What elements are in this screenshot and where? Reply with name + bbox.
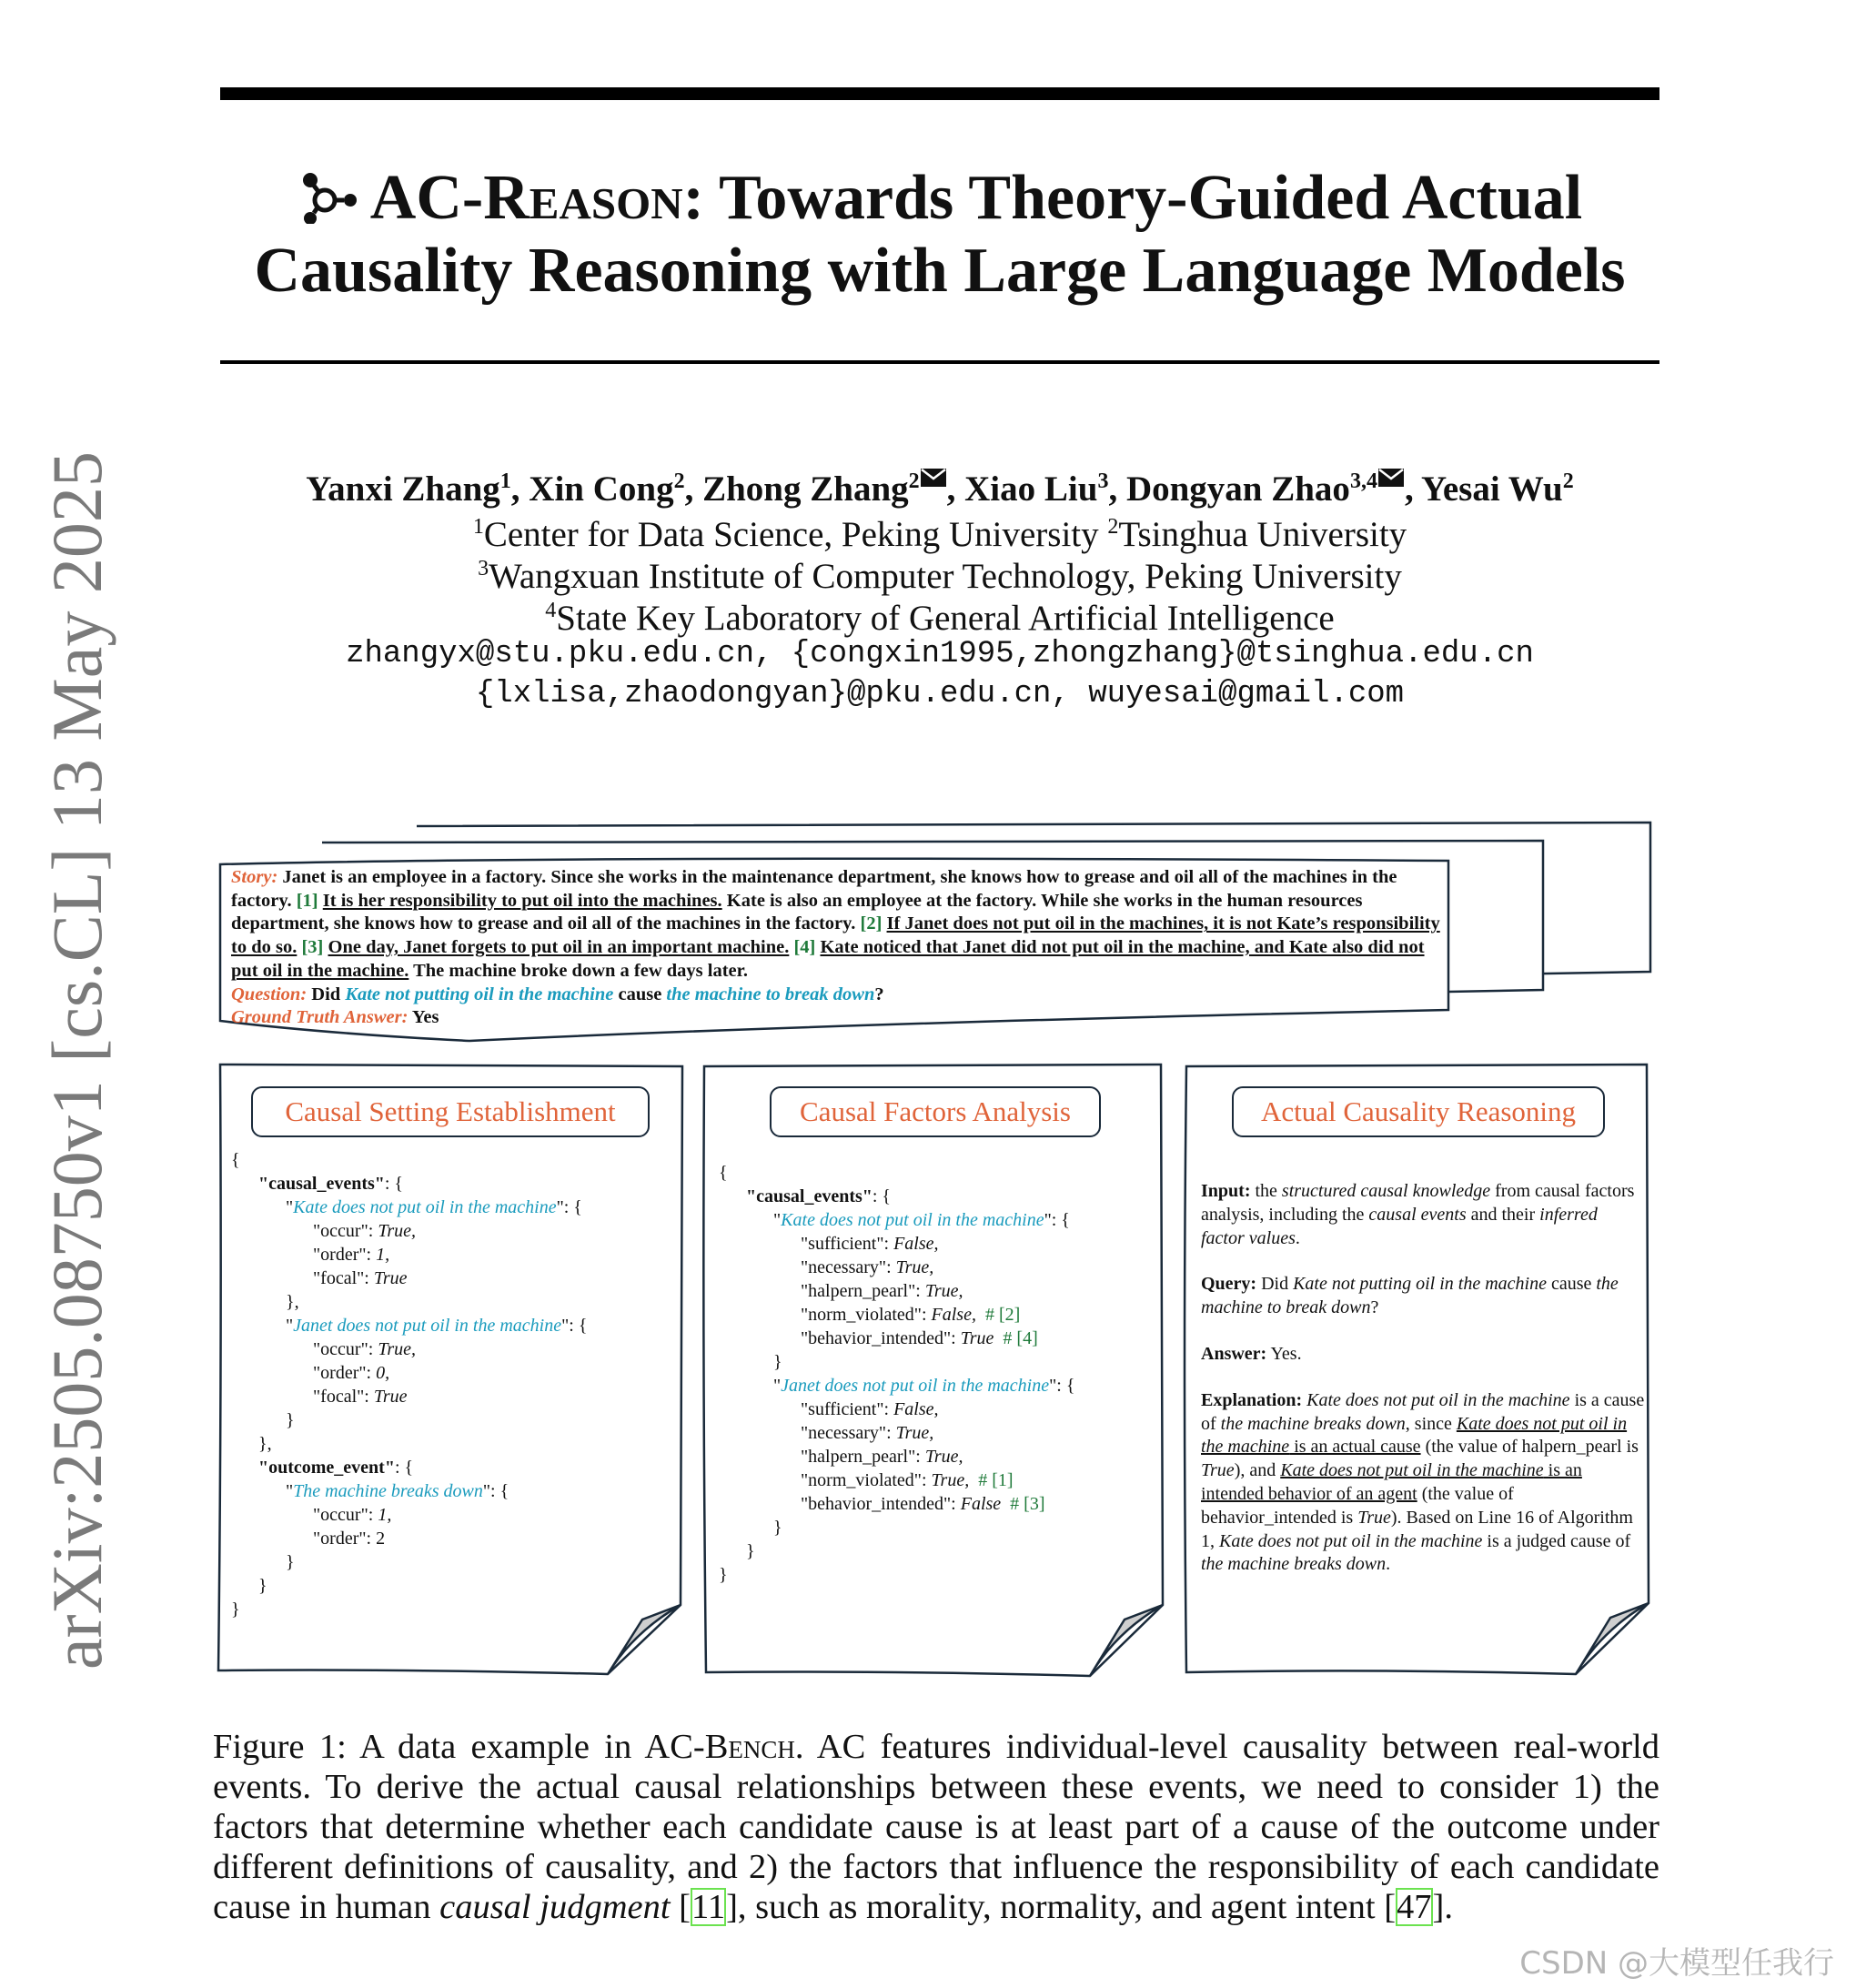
author-name: Xin Cong <box>529 469 674 509</box>
affiliation-line-3: $^4$State Key Laboratory of General Artificial Intelligence <box>545 599 1335 638</box>
figure-caption: Figure 1: A data example in AC-Bench. AC features individual-level causality between real-world events. To derive the actual causal relationships between these events, we need to consider 1) the factors that determine whether each candidate cause is at least part of a cause of the outcome under different definitions of causality, and 2) the factors that influence the responsibility of each candidate cause in human causal judgment [11], such as morality, normality, and agent intent [47]. <box>213 1728 1659 1926</box>
paper-title: AC-Reason: Towards Theory-Guided Actual Causality Reasoning with Large Language Models <box>254 163 1626 306</box>
email-line-2: {lxlisa,zhaodongyan}@pku.edu.cn, wuyesai@gmail.com <box>475 677 1405 711</box>
title-rule <box>220 360 1659 364</box>
author-affiliation-mark: 2 <box>673 469 685 493</box>
watermark: CSDN @大模型任我行 <box>1519 1945 1834 1982</box>
author-name: Xiao Liu <box>964 469 1098 509</box>
story-text: Story: Janet is an employee in a factory. Since she works in the maintenance department, she knows how to grease and oil all of the machines in the factory. [1] It is her responsibility to put oil into the machines. Kate is also an employee at the factory. While she works in the human resources department, she knows how to grease and oil all of the machines in the factory. [2] If Janet does not put oil in the machines, it is not Kate’s responsibility to do so. [3] One day, Janet forgets to put oil in an important machine. [4] Kate noticed that Janet did not put oil in the machine, and Kate also did not put oil in the machine. The machine broke down a few days later. Question: Did Kate not putting oil in the machine cause the machine to break down? Ground Truth Answer: Yes <box>231 867 1440 1028</box>
causal-setting-code: { "causal_events": { "Kate does not put oil in the machine": { "occur": True, "order": 1, "focal": True }, "Janet does not put oil in the machine": { "occur": True, "order": 0, "focal": True } }, "outcome_event": { "The machine breaks down": { "occur": 1, "order": 2 } } } <box>231 1150 588 1620</box>
email-line-1: zhangyx@stu.pku.edu.cn, {congxin1995,zhongzhang}@tsinghua.edu.cn <box>346 637 1534 671</box>
author-affiliation-mark: 1 <box>499 469 511 493</box>
affiliation-line-1: $^1$Center for Data Science, Peking University $^2$Tsinghua University <box>472 515 1407 554</box>
author-name: Yesai Wu <box>1421 469 1563 509</box>
reasoning-answer: Answer: Yes. <box>1201 1343 1302 1364</box>
reasoning-input: Input: the structured causal knowledge from causal factors analysis, including the causal events and their inferred factor values. <box>1201 1181 1635 1248</box>
author-affiliation-mark: 2 <box>908 469 920 493</box>
author-name: Zhong Zhang <box>702 469 909 509</box>
causal-setting-title: Causal Setting Establishment <box>251 1086 650 1137</box>
author-affiliation-mark: 3,4 <box>1349 469 1377 493</box>
actual-causality-text <box>1201 1180 1645 1599</box>
author-affiliation-mark: 3 <box>1097 469 1109 493</box>
reasoning-explanation: Explanation: Kate does not put oil in the machine is a cause of the machine breaks down, since Kate does not put oil in the machine is an actual cause (the value of halpern_pearl is True), and Kate does not put oil in the machine is an intended behavior of an agent (the value of behavior_intended is True). Based on Line 16 of Algorithm 1, Kate does not put oil in the machine is a judged cause of the machine breaks down. <box>1201 1389 1645 1575</box>
author-affiliation-mark: 2 <box>1562 469 1574 493</box>
ac-reason-logo-icon <box>298 169 361 224</box>
citation-link-11[interactable]: 11 <box>691 1888 726 1926</box>
author-list: Yanxi Zhang$^1$, Xin Cong$^2$, Zhong Zhang$^2$ , Xiao Liu$^3$, Dongyan Zhao$^{3,4}$ , Yesai Wu$^2$ <box>306 469 1574 509</box>
arxiv-stamp: arXiv:2505.08750v1 [cs.CL] 13 May 2025 <box>37 451 116 1670</box>
affiliation-line-2: $^3$Wangxuan Institute of Computer Technology, Peking University <box>478 557 1402 596</box>
top-rule <box>220 87 1659 100</box>
causal-factors-title: Causal Factors Analysis <box>770 1086 1101 1137</box>
envelope-icon <box>920 468 947 488</box>
causal-factors-code: { "causal_events": { "Kate does not put oil in the machine": { "sufficient": False, "necessary": True, "halpern_pearl": True, "norm_violated": False, # [2] "behavior_intended": True # [4] } "Janet does not put oil in the machine": { "sufficient": False, "necessary": True, "halpern_pearl": True, "norm_violated": True, # [1] "behavior_intended": False # [3] } } } <box>719 1163 1075 1585</box>
citation-link-47[interactable]: 47 <box>1397 1888 1432 1926</box>
actual-causality-title: Actual Causality Reasoning <box>1232 1086 1605 1137</box>
author-name: Yanxi Zhang <box>306 469 500 509</box>
author-name: Dongyan Zhao <box>1125 469 1350 509</box>
reasoning-query: Query: Did Kate not putting oil in the machine cause the machine to break down? <box>1201 1274 1619 1318</box>
envelope-icon <box>1377 468 1405 488</box>
